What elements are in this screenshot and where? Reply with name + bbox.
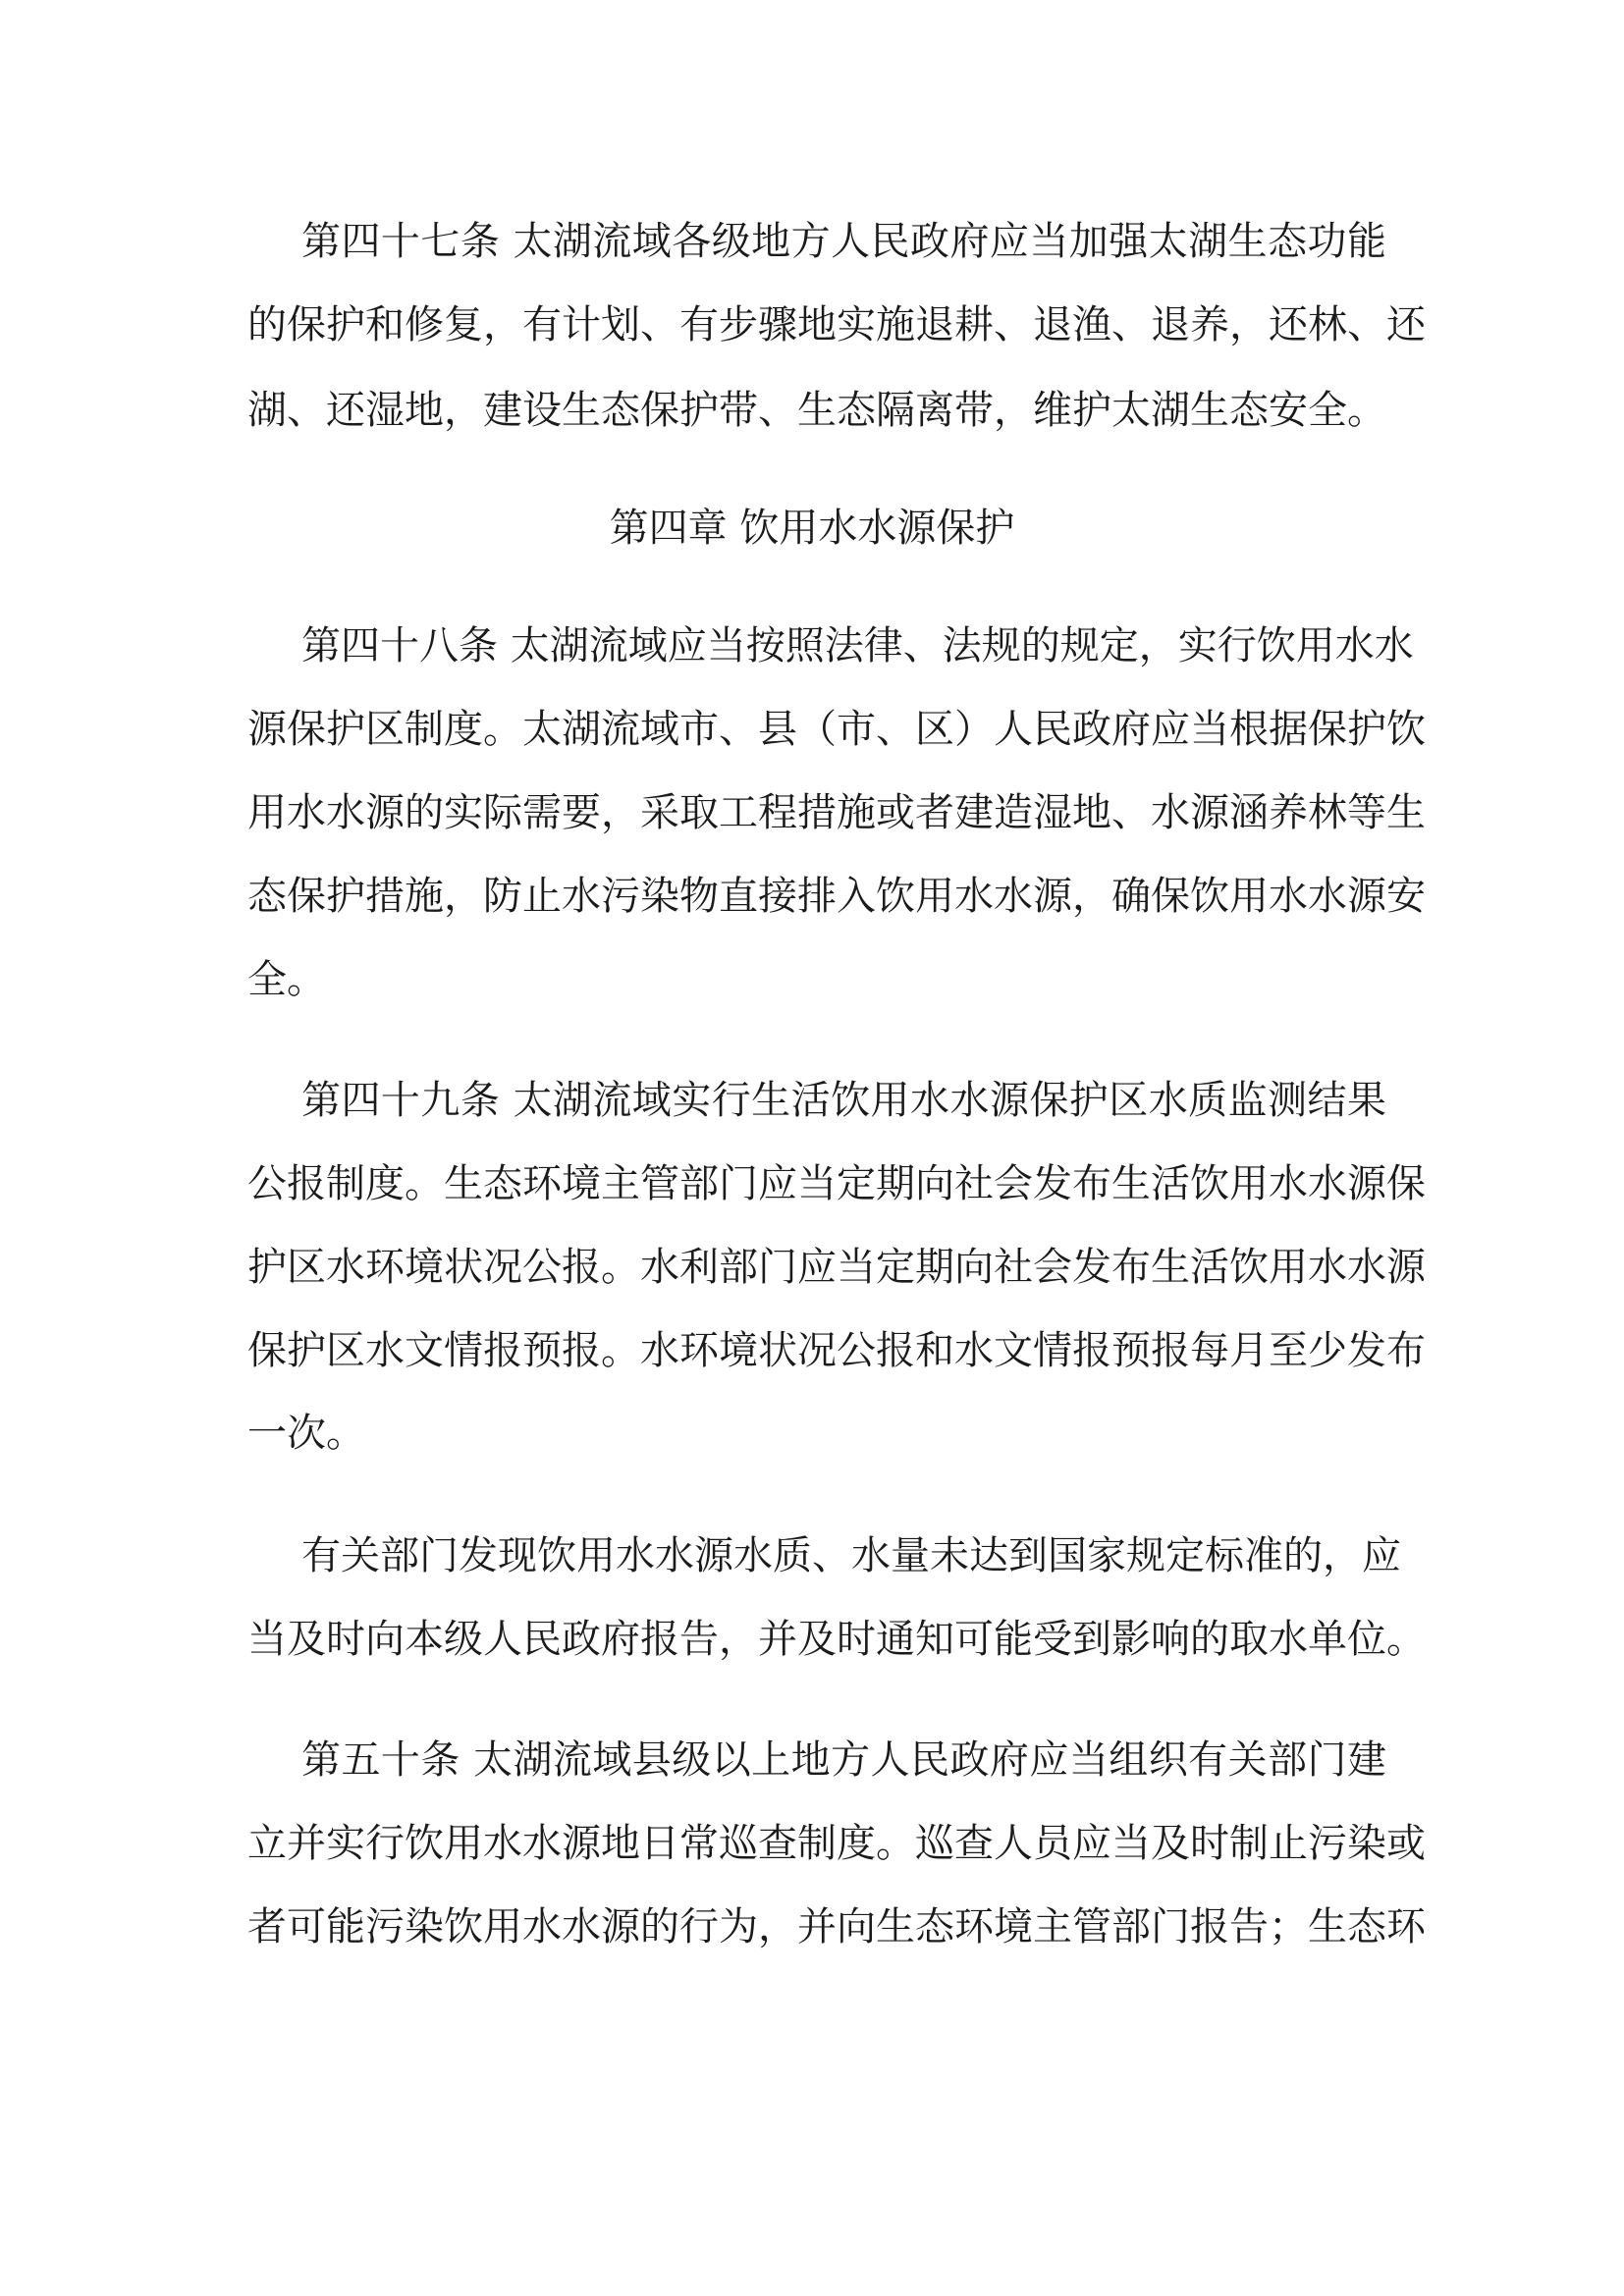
article-49-para2-line-2: 当及时向本级人民政府报告，并及时通知可能受到影响的取水单位。 (247, 1617, 1426, 1662)
article-48-line-2: 源保护区制度。太湖流域市、县（市、区）人民政府应当根据保护饮 (247, 707, 1426, 752)
article-50-line-2: 立并实行饮用水水源地日常巡查制度。巡查人员应当及时制止污染或 (247, 1821, 1426, 1866)
article-49-line-4: 保护区水文情报预报。水环境状况公报和水文情报预报每月至少发布 (247, 1328, 1426, 1373)
chapter-heading: 第四章 饮用水水源保护 (609, 506, 1015, 551)
article-48-line-4: 态保护措施，防止水污染物直接排入饮用水水源，确保饮用水水源安 (247, 874, 1426, 919)
article-50-line-3: 者可能污染饮用水水源的行为，并向生态环境主管部门报告；生态环 (247, 1904, 1426, 1949)
article-47-line-2: 的保护和修复，有计划、有步骤地实施退耕、退渔、退养，还林、还 (247, 302, 1426, 347)
article-50-line-1: 第五十条 太湖流域县级以上地方人民政府应当组织有关部门建 (301, 1737, 1386, 1783)
article-49-line-2: 公报制度。生态环境主管部门应当定期向社会发布生活饮用水水源保 (247, 1161, 1426, 1206)
article-49-para2-line-1: 有关部门发现饮用水水源水质、水量未达到国家规定标准的，应 (301, 1533, 1401, 1578)
article-48-line-1: 第四十八条 太湖流域应当按照法律、法规的规定，实行饮用水水 (301, 623, 1414, 668)
article-49-line-3: 护区水环境状况公报。水利部门应当定期向社会发布生活饮用水水源 (247, 1245, 1426, 1290)
article-47-line-3: 湖、还湿地，建设生态保护带、生态隔离带，维护太湖生态安全。 (247, 388, 1386, 433)
article-49-line-1: 第四十九条 太湖流域实行生活饮用水水源保护区水质监测结果 (301, 1078, 1386, 1123)
article-48-line-5: 全。 (247, 957, 326, 1002)
article-49-line-5: 一次。 (247, 1411, 365, 1456)
article-48-line-3: 用水水源的实际需要，采取工程措施或者建造湿地、水源涵养林等生 (247, 790, 1426, 835)
article-47-line-1: 第四十七条 太湖流域各级地方人民政府应当加强太湖生态功能 (301, 219, 1386, 264)
